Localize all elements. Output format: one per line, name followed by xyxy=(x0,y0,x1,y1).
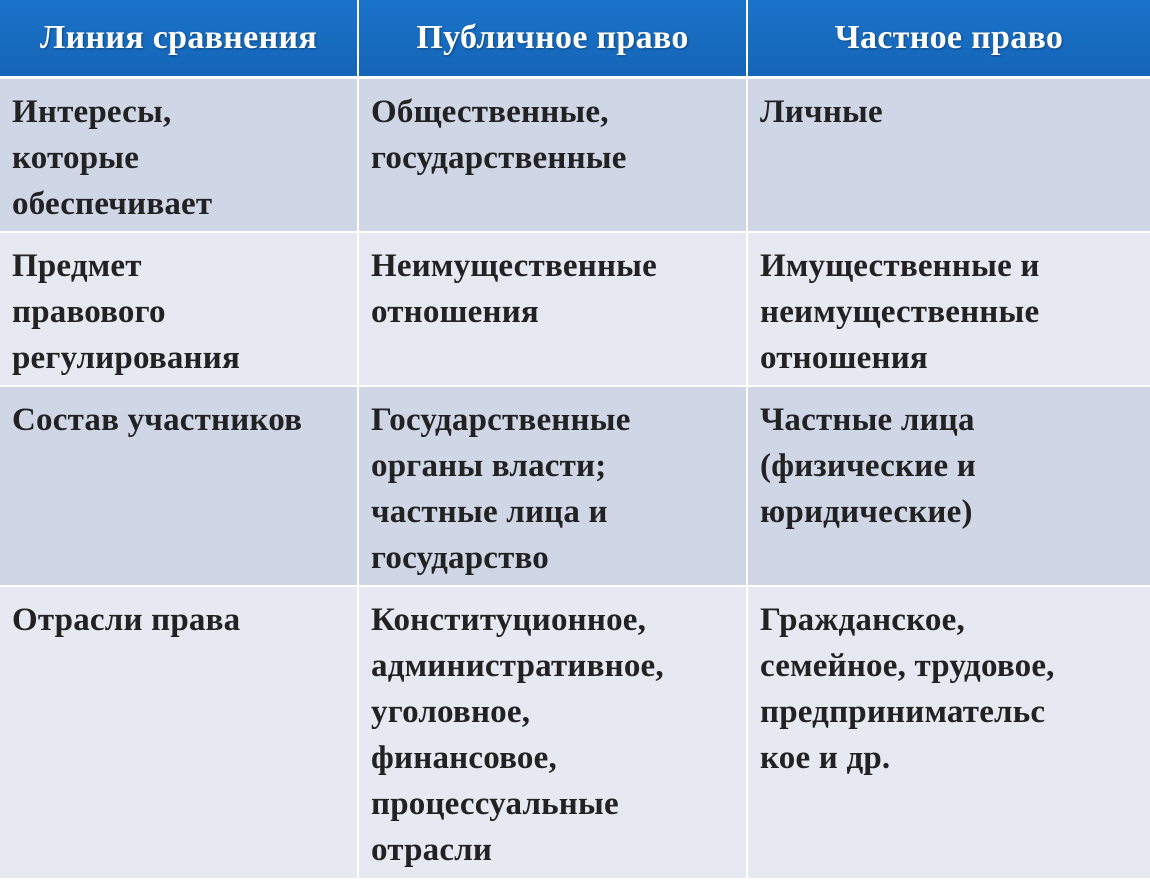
header-private-law: Частное право xyxy=(747,0,1150,78)
table-row xyxy=(0,386,1150,586)
criterion-cell: Состав участников xyxy=(0,386,358,586)
public-law-cell: Государственные органы власти; частные лица и государство xyxy=(358,386,747,586)
public-law-cell: Неимущественные отношения xyxy=(358,232,747,386)
criterion-cell: Интересы, которые обеспечивает xyxy=(0,78,358,233)
header-public-law: Публичное право xyxy=(358,0,747,78)
private-law-cell: Личные xyxy=(747,78,1150,233)
public-law-cell: Общественные, государственные xyxy=(358,78,747,233)
criterion-cell: Предмет правового регулирования xyxy=(0,232,358,386)
private-law-cell: Частные лица (физические и юридические) xyxy=(747,386,1150,586)
table-row xyxy=(0,232,1150,386)
private-law-cell: Гражданское, семейное, трудовое, предпринимательс кое и др. xyxy=(747,586,1150,879)
public-law-cell: Конституционное, административное, уголовное, финансовое, процессуальные отрасли xyxy=(358,586,747,879)
header-row xyxy=(0,0,1150,78)
header-criterion: Линия сравнения xyxy=(0,0,358,78)
table-row xyxy=(0,586,1150,879)
private-law-cell: Имущественные и неимущественные отношения xyxy=(747,232,1150,386)
criterion-cell: Отрасли права xyxy=(0,586,358,879)
table-row xyxy=(0,78,1150,233)
